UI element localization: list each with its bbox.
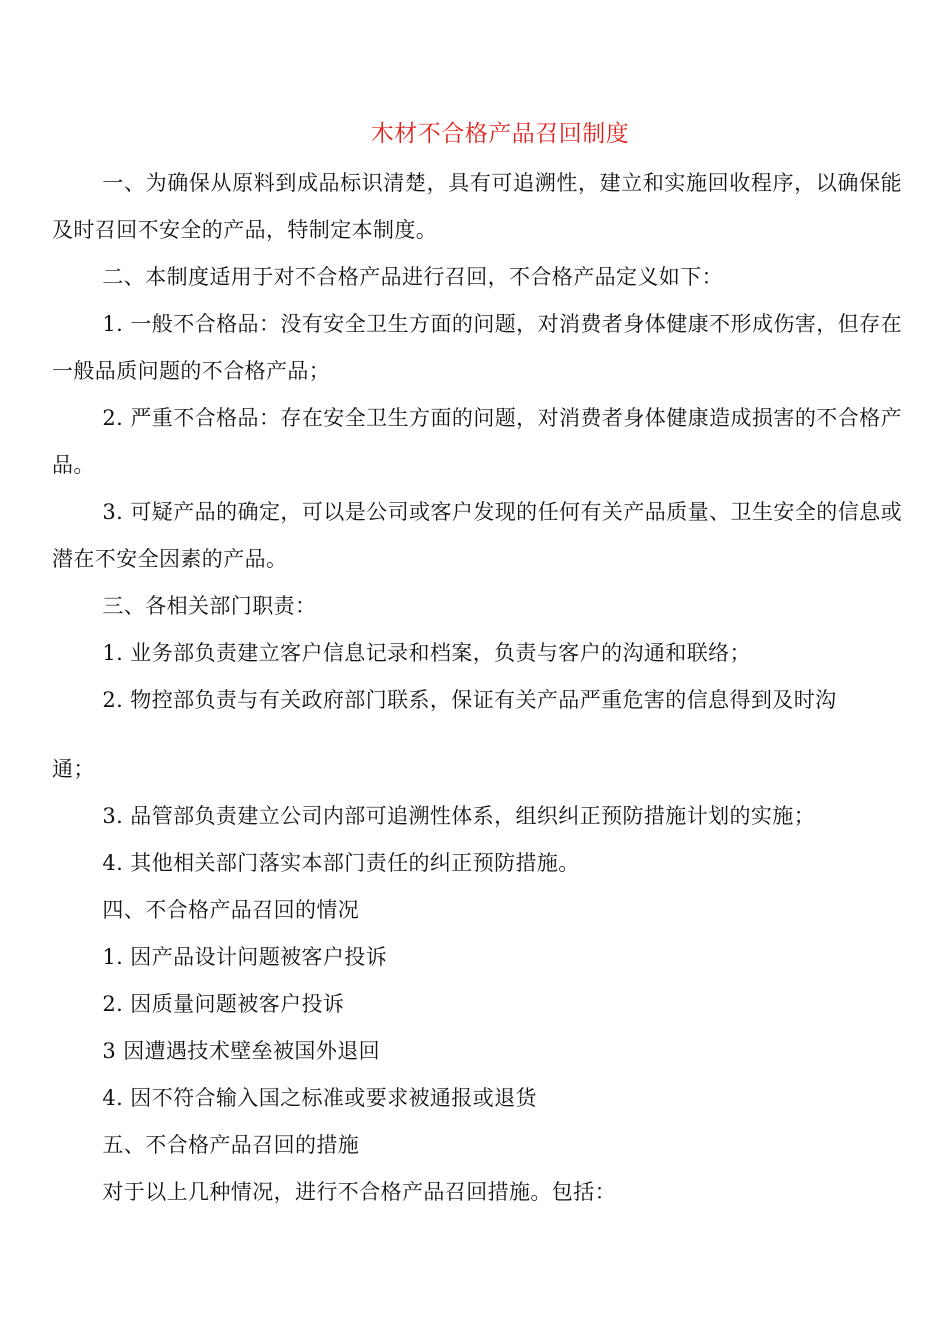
paragraph-scope: 二、本制度适用于对不合格产品进行召回，不合格产品定义如下： [102,265,723,289]
paragraph-other-depts: 4. 其他相关部门落实本部门责任的纠正预防措施。 [102,851,580,875]
paragraph-material-control-dept: 2. 物控部负责与有关政府部门联系，保证有关产品严重危害的信息得到及时沟 [102,688,837,712]
document-body [52,160,902,1216]
paragraph-general-nonconforming: 1. 一般不合格品：没有安全卫生方面的问题，对消费者身体健康不形成伤害，但存在一般品质问题的不合格产品； [52,312,902,383]
paragraph-situation-design: 1. 因产品设计问题被客户投诉 [102,945,388,969]
paragraph-recall-measures: 五、不合格产品召回的措施 [102,1133,360,1157]
paragraph-business-dept: 1. 业务部负责建立客户信息记录和档案，负责与客户的沟通和联络； [102,641,751,665]
paragraph-material-control-continued: 通； [52,757,95,781]
paragraph-serious-nonconforming: 2. 严重不合格品：存在安全卫生方面的问题，对消费者身体健康造成损害的不合格产品。 [52,406,902,477]
paragraph-recall-situations: 四、不合格产品召回的情况 [102,898,360,922]
paragraph-responsibilities: 三、各相关部门职责： [102,594,317,618]
line-gap [52,724,902,746]
paragraph-situation-trade-barrier: 3 因遭遇技术壁垒被国外退回 [102,1039,381,1063]
paragraph-suspect-product: 3. 可疑产品的确定，可以是公司或客户发现的任何有关产品质量、卫生安全的信息或潜在不安全因素的产品。 [52,500,902,571]
paragraph-situation-standards: 4. 因不符合输入国之标准或要求被通报或退货 [102,1086,537,1110]
paragraph-situation-quality: 2. 因质量问题被客户投诉 [102,992,345,1016]
paragraph-purpose: 一、为确保从原料到成品标识清楚，具有可追溯性，建立和实施回收程序，以确保能及时召回不安全的产品，特制定本制度。 [52,171,902,242]
paragraph-quality-dept: 3. 品管部负责建立公司内部可追溯性体系，组织纠正预防措施计划的实施； [102,804,816,828]
document-title: 木材不合格产品召回制度 [370,121,630,147]
paragraph-measures-intro: 对于以上几种情况，进行不合格产品召回措施。包括： [102,1180,616,1204]
